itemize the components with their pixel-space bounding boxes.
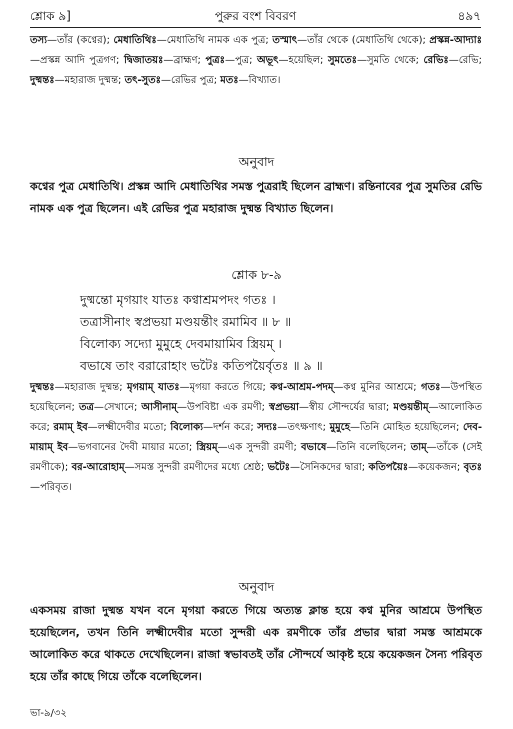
header-verse-ref: শ্লোক ৯]: [30, 9, 71, 23]
translation-text-2: একসময় রাজা দুষ্মন্ত যখন বনে মৃগয়া করতে গিয়ে অত্যন্ত ক্লান্ত হয়ে কণ্ব মুনির আশ্রমে উপস্থিত হয়েছিলেন, তখন তিনি লক্ষ্মীদেবীর মতো সুন্দরী এক রমণীকে তাঁর প্রভার দ্বারা সমস্ত আশ্রমকে আলোকিত করে থাকতে দেখেছিলেন। রাজা স্বভাবতই তাঁর সৌন্দর্যে আকৃষ্ট হয়ে কয়েকজন সৈন্য পরিবৃত হয়ে তাঁর কাছে গিয়ে তাঁকে বলেছিলেন।: [30, 604, 482, 683]
verse-line: বভাষে তাং বরারোহাং ভটৈঃ কতিপয়ৈর্বৃতঃ ॥ ৯ ॥: [80, 358, 323, 373]
verse-line: তত্রাসীনাং স্বপ্রভয়া মণ্ডয়ন্তীং রমামিব ॥ ৮ ॥: [80, 314, 292, 329]
term-meaning: —প্রস্কন্ন আদি পুত্রগণ;: [30, 55, 124, 66]
term-meaning: —সুমতি থেকে;: [356, 55, 424, 66]
sanskrit-term: মৃগয়াম্ যাতঃ: [126, 382, 180, 393]
term-meaning: —এক সুন্দরী রমণী;: [217, 442, 301, 453]
sanskrit-term: গতঃ: [421, 382, 441, 393]
sanskrit-term: পুত্রঃ: [205, 55, 225, 66]
word-meanings-2: [30, 378, 482, 498]
verse-line: দুষ্মন্তো মৃগয়াং যাতঃ কণ্বাশ্রমপদং গতঃ ।: [80, 292, 276, 307]
term-meaning: —তাঁর (কণ্বের);: [47, 35, 114, 46]
header-title: পুরুর বংশ বিবরণ: [214, 9, 297, 23]
sanskrit-term: তস্মাৎ: [272, 35, 298, 46]
sanskrit-term: মণ্ডয়ন্তীম্: [393, 402, 429, 413]
term-meaning: —দর্শন করে;: [203, 422, 258, 433]
term-meaning: —পুত্র;: [224, 55, 258, 66]
term-meaning: —মৃগয়া করতে গিয়ে;: [179, 382, 271, 393]
sanskrit-term: দুষ্মন্তঃ: [30, 382, 55, 393]
sanskrit-term: বর-আরোহাম্: [71, 462, 125, 473]
term-meaning: —সৈনিকদের দ্বারা;: [290, 462, 369, 473]
sanskrit-term: আসীনাম্: [141, 402, 177, 413]
term-meaning: —সেখানে;: [93, 402, 142, 413]
sanskrit-term: দ্বিজাতয়ঃ: [123, 55, 164, 66]
sanskrit-term: কণ্ব-আশ্রম-পদম্: [270, 382, 334, 393]
sanskrit-term: সুমতেঃ: [327, 55, 357, 66]
term-meaning: —স্বীয় সৌন্দর্যের দ্বারা;: [298, 402, 394, 413]
translation-heading-1: অনুবাদ: [238, 154, 275, 169]
header-page-number: ৪৯৭: [457, 9, 481, 23]
term-meaning: —রেভির পুত্র;: [161, 75, 221, 86]
term-meaning: —উপস্থিত হয়েছিলেন;: [30, 382, 482, 413]
term-meaning: —হয়েছিল;: [278, 55, 328, 66]
verse-line: বিলোক্য সদ্যো মুমুহে দেবমায়ামিব স্ত্রিয়ম্ ।: [80, 336, 282, 351]
term-meaning: —পরিবৃত।: [30, 482, 72, 493]
sanskrit-term: মুমুহে: [329, 422, 350, 433]
term-meaning: —ব্রাহ্মণ;: [163, 55, 206, 66]
translation-heading-2: অনুবাদ: [238, 579, 275, 594]
sanskrit-term: রেভিঃ: [423, 55, 449, 66]
term-meaning: —মেধাতিথি নামক এক পুত্র;: [156, 35, 273, 46]
sanskrit-term: স্ত্রিয়ম্: [196, 442, 218, 453]
term-meaning: —লক্ষ্মীদেবীর মতো;: [87, 422, 171, 433]
term-meaning: —সমস্ত সুন্দরী রমণীদের মধ্যে শ্রেষ্ঠ;: [124, 462, 268, 473]
sanskrit-term: তাম্: [410, 442, 427, 453]
term-meaning: —রেভি;: [448, 55, 482, 66]
sanskrit-term: বিলোক্য: [170, 422, 204, 433]
term-meaning: —কয়েকজন;: [408, 462, 464, 473]
term-meaning: —তাঁর থেকে (মেধাতিথি থেকে);: [297, 35, 430, 46]
sanskrit-term: বভাষে: [300, 442, 327, 453]
footer-signature: ভা-৯/৩২: [30, 708, 67, 719]
sanskrit-term: দুষ্মন্তঃ: [30, 75, 55, 86]
sanskrit-term: স্বপ্রভয়া: [269, 402, 299, 413]
sanskrit-term: ভটৈঃ: [267, 462, 290, 473]
term-meaning: —তৎক্ষণাৎ;: [277, 422, 330, 433]
sanskrit-term: তস্য: [30, 35, 48, 46]
term-meaning: —বিখ্যাত।: [238, 75, 281, 86]
header-rule: [30, 27, 481, 28]
running-header: [30, 6, 481, 28]
term-meaning: —মহারাজ দুষ্মন্ত;: [54, 75, 125, 86]
sanskrit-term: রমাম্ ইব: [53, 422, 88, 433]
sanskrit-term: অভূৎ: [257, 55, 279, 66]
term-meaning: —মহারাজ দুষ্মন্ত;: [54, 382, 127, 393]
verse-block: [80, 289, 460, 377]
term-meaning: —তিনি বলেছিলেন;: [326, 442, 411, 453]
term-meaning: —তিনি মোহিত হয়েছিলেন;: [349, 422, 463, 433]
sanskrit-term: বৃতঃ: [463, 462, 482, 473]
term-meaning: —তাঁকে (সেই রমণীকে);: [30, 442, 482, 473]
sanskrit-term: মেধাতিথিঃ: [113, 35, 157, 46]
word-meanings-1: [30, 31, 482, 91]
term-meaning: —আলোকিত করে;: [30, 402, 482, 433]
sanskrit-term: দেব-মায়াম্ ইব: [30, 422, 482, 453]
sanskrit-term: কতিপয়ৈঃ: [368, 462, 409, 473]
sanskrit-term: তৎ-সুতঃ: [124, 75, 162, 86]
translation-text-1: কণ্বের পুত্র মেধাতিথি। প্রস্কন্ন আদি মেধাতিথির সমস্ত পুত্ররাই ছিলেন ব্রাহ্মণ। রন্তিনাবের পুত্র সুমতির রেভি নামক এক পুত্র ছিলেন। এই রেভির পুত্র মহারাজ দুষ্মন্ত বিখ্যাত ছিলেন।: [30, 180, 482, 215]
term-meaning: —কণ্ব মুনির আশ্রমে;: [333, 382, 422, 393]
sanskrit-term: তত্র: [78, 402, 94, 413]
sanskrit-term: মতঃ: [220, 75, 239, 86]
sanskrit-term: সদ্যঃ: [257, 422, 278, 433]
term-meaning: —উপবিষ্টা এক রমণী;: [176, 402, 270, 413]
verse-heading: শ্লোক ৮-৯: [231, 267, 282, 282]
term-meaning: —ভগবানের দৈবী মায়ার মতো;: [68, 442, 197, 453]
sanskrit-term: প্রস্কন্ন-আদ্যাঃ: [429, 35, 482, 46]
